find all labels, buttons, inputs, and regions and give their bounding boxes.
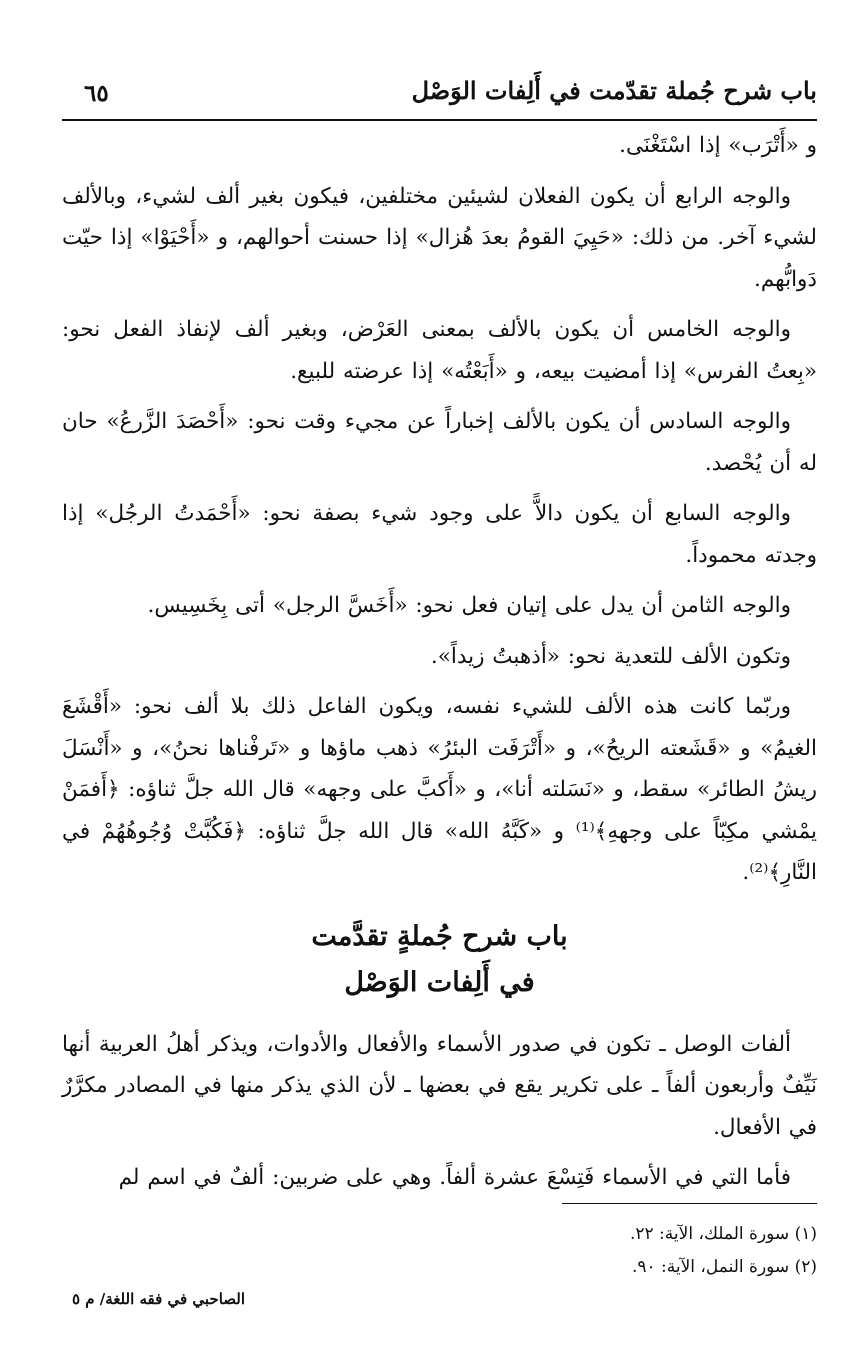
paragraph-6: والوجه الثامن أن يدل على إتيان فعل نحو: «أَخَسَّ الرجل» أتى بِخَسِيس. <box>147 593 791 618</box>
section-heading <box>62 914 817 1006</box>
paragraph-4: والوجه السادس أن يكون بالألف إخباراً عن مجيء وقت نحو: «أَحْصَدَ الزَّرعُ» حان له أن يُحْصد. <box>62 409 817 476</box>
section-heading-line-2: في أَلِفات الوَصْل <box>344 966 535 998</box>
paragraph-2: والوجه الرابع أن يكون الفعلان لشيئين مختلفين، فيكون بغير ألف لشيء، وبالألف لشيء آخر. من ذلك: «حَيِيَ القومُ بعدَ هُزال» إذا حسنت أحوالهم، و «أَحْيَوْا» إذا حيّت دَوابُّهم. <box>62 183 817 292</box>
page-header <box>62 74 817 120</box>
footnote-rule <box>562 1203 817 1204</box>
book-page <box>62 0 817 1366</box>
header-rule <box>62 119 817 121</box>
footer-signature: الصاحبي في فقه اللغة/ م ٥ <box>72 1290 246 1308</box>
footnotes <box>62 1218 817 1284</box>
page-number: ٦٥ <box>84 80 109 107</box>
main-text <box>62 125 817 1208</box>
section-heading-line-1: باب شرح جُملةٍ تقدَّمت <box>311 920 568 952</box>
paragraph-1: و «أَتْرَب» إذا اسْتَغْنَى. <box>619 133 817 158</box>
footnote-1: (١) سورة الملك، الآية: ٢٢. <box>629 1224 817 1244</box>
footnote-2: (٢) سورة النمل، الآية: ٩٠. <box>631 1257 817 1277</box>
paragraph-5: والوجه السابع أن يكون دالاًّ على وجود شيء بصفة نحو: «أَحْمَدتُ الرجُل» إذا وجدته محموداً. <box>62 501 817 568</box>
paragraph-9: ألفات الوصل ـ تكون في صدور الأسماء والأفعال والأدوات، ويذكر أهلُ العربية أنها نَيِّفٌ وأربعون ألفاً ـ على تكرير يقع في بعضها ـ لأن الذي يذكر منها في المصادر مكرَّرٌ في الأفعال. <box>62 1031 817 1140</box>
paragraph-7: وتكون الألف للتعدية نحو: «أذهبتُ زيداً». <box>430 643 791 669</box>
paragraph-8: وربّما كانت هذه الألف للشيء نفسه، ويكون الفاعل ذلك بلا ألف نحو: «أَقْشَعَ الغيمُ» و «قَشَعته الريحُ»، و «أَتْرَفَت البئرُ» ذهب ماؤها و «تَرفْناها نحنُ»، و «أَنْسَلَ ريشُ الطائر» سقط، و «نَسَلته أنا»، و «أَكبَّ على وجهه» قال الله جلَّ ثناؤه: ﴿أَفمَنْ يمْشي مكِبّاً على وجههِ﴾⁽¹⁾ و «كَبَّهُ الله» قال الله جلَّ ثناؤه: ﴿فَكُبَّتْ وُجُوهُهُمْ في النَّارِ﴾⁽²⁾. <box>62 694 817 885</box>
paragraph-10: فأما التي في الأسماء فَتِسْعَ عشرة ألفاً. وهي على ضربين: ألفٌ في اسم لم <box>118 1165 791 1190</box>
running-title: باب شرح جُملة تقدّمت في أَلِفات الوَصْل <box>411 76 817 105</box>
paragraph-3: والوجه الخامس أن يكون بالألف بمعنى العَرْض، وبغير ألف لإنفاذ الفعل نحو: «بِعتُ الفرس» إذا أمضيت بيعه، و «أَبَعْتُه» إذا عرضته للبيع. <box>62 317 817 384</box>
